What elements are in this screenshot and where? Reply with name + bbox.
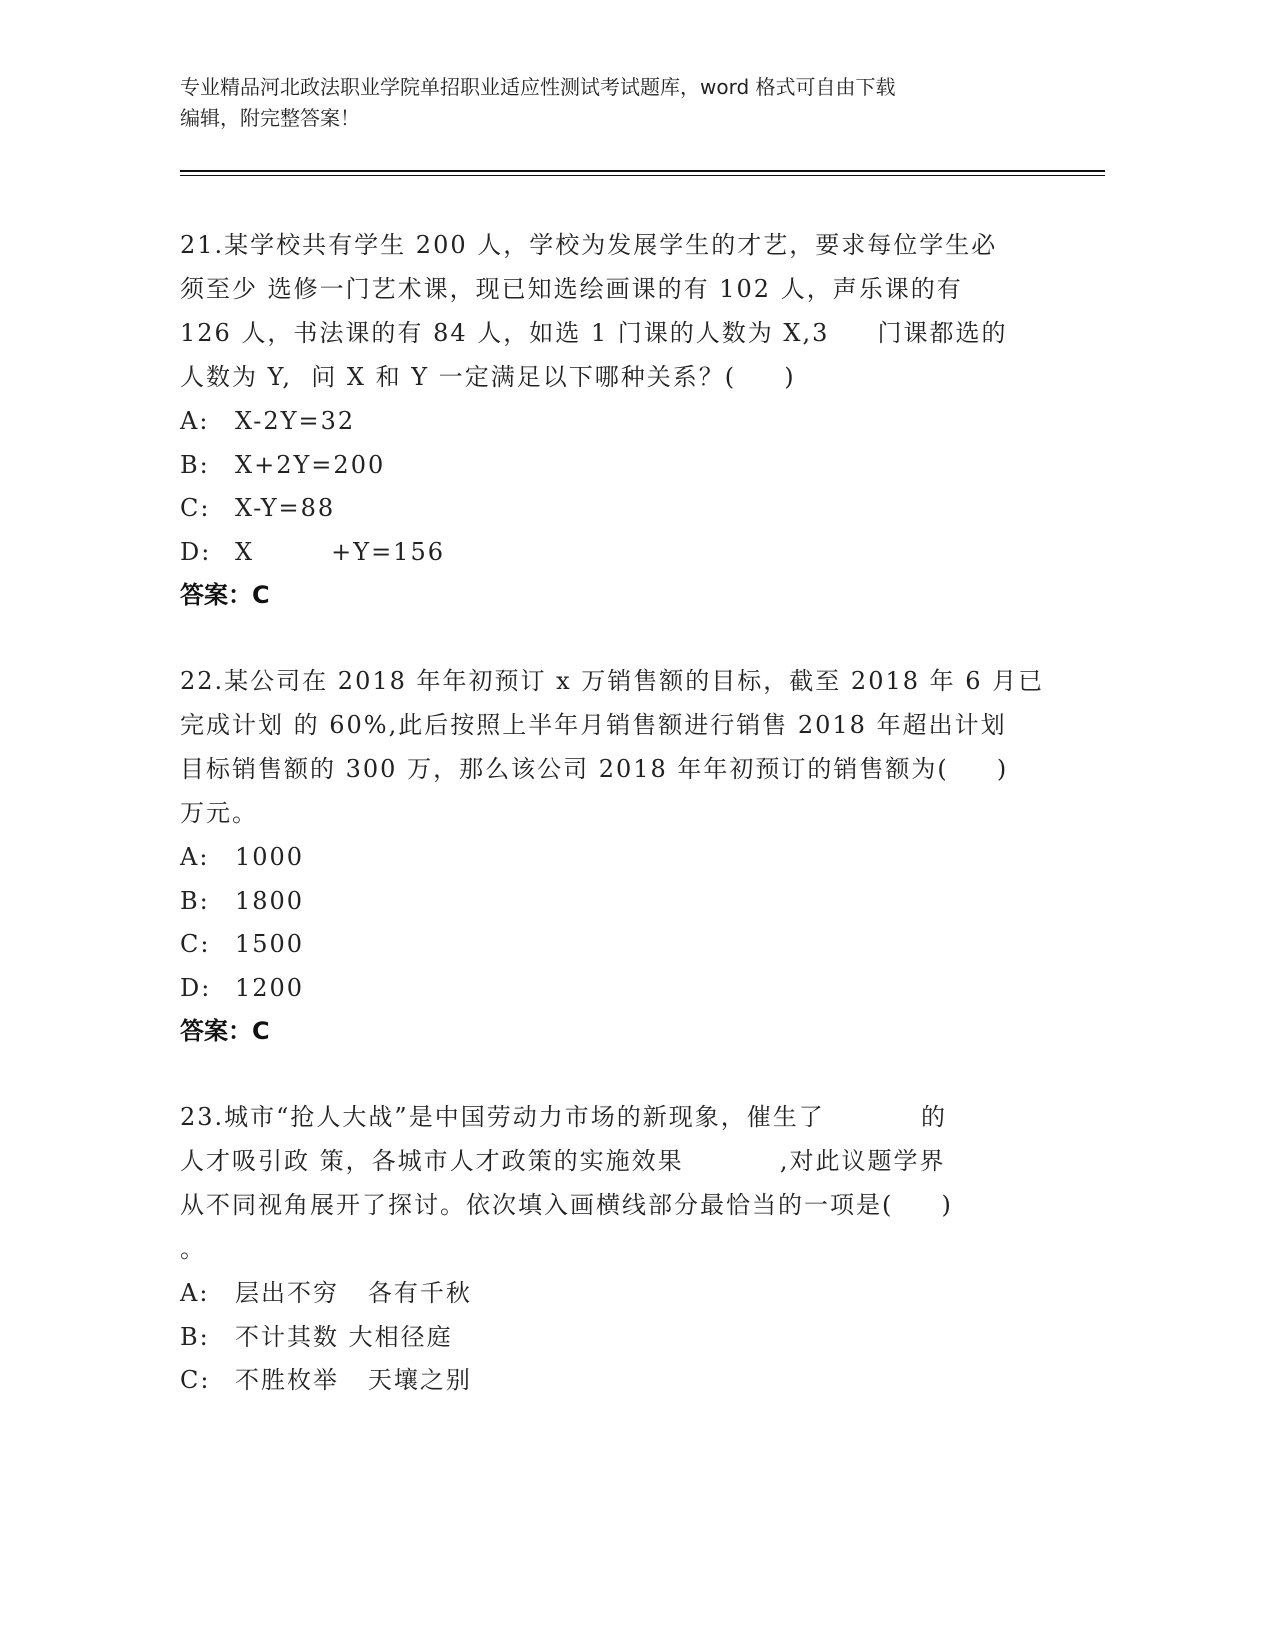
- option-label: C:: [180, 1366, 211, 1394]
- option-label: B:: [180, 450, 210, 479]
- option-value: 不胜枚举 天壤之别: [235, 1366, 472, 1394]
- option-value: 1500: [235, 930, 305, 958]
- question-stem-line: 人数为 Y, 问 X 和 Y 一定满足以下哪种关系？( ): [180, 363, 796, 391]
- option-label: A:: [180, 843, 210, 871]
- answer-line: 答案：C: [180, 1017, 270, 1045]
- option-value: 1200: [235, 973, 305, 1002]
- option-value: 1000: [235, 843, 305, 871]
- header-line: 专业精品河北政法职业学院单招职业适应性测试考试题库，word 格式可自由下载: [180, 75, 896, 99]
- option-value: 1800: [235, 886, 305, 915]
- option-label: B:: [180, 1322, 210, 1351]
- question-stem-line: 从不同视角展开了探讨。依次填入画横线部分最恰当的一项是( ): [180, 1191, 953, 1219]
- question-stem-line: 人才吸引政 策，各城市人才政策的实施效果 ,对此议题学界: [180, 1147, 946, 1175]
- header-divider: [180, 170, 1105, 172]
- option-label: A:: [180, 1279, 210, 1307]
- header-divider: [180, 175, 1105, 176]
- option-value: X+2Y=200: [235, 450, 386, 479]
- option-value: 不计其数 大相径庭: [235, 1322, 453, 1351]
- option-label: D:: [180, 537, 212, 566]
- question-stem-line: 目标销售额的 300 万，那么该公司 2018 年年初预订的销售额为( ): [180, 755, 1009, 783]
- option-label: D:: [180, 973, 212, 1002]
- question-stem-line: 21.某学校共有学生 200 人，学校为发展学生的才艺，要求每位学生必: [180, 231, 998, 259]
- question-stem-line: 完成计划 的 60%,此后按照上半年月销售额进行销售 2018 年超出计划: [180, 711, 1007, 739]
- option-value: 层出不穷 各有千秋: [235, 1279, 472, 1307]
- option-value: X +Y=156: [235, 537, 445, 566]
- option-label: B:: [180, 886, 210, 915]
- option-label: C:: [180, 494, 211, 522]
- question-stem-line: 23.城市“抢人大战”是中国劳动力市场的新现象，催生了 的: [180, 1103, 947, 1131]
- question-stem-line: 须至少 选修一门艺术课，现已知选绘画课的有 102 人，声乐课的有: [180, 275, 963, 303]
- answer-line: 答案：C: [180, 581, 270, 609]
- question-stem-line: 万元。: [180, 799, 258, 827]
- option-value: X-2Y=32: [235, 407, 356, 435]
- question-stem-line: 126 人，书法课的有 84 人，如选 1 门课的人数为 X,3 门课都选的: [180, 319, 1008, 347]
- header-line: 编辑，附完整答案！: [180, 106, 360, 130]
- option-label: C:: [180, 930, 211, 958]
- option-label: A:: [180, 407, 210, 435]
- question-stem-line: 。: [180, 1235, 206, 1263]
- option-value: X-Y=88: [235, 494, 336, 522]
- question-stem-line: 22.某公司在 2018 年年初预订 x 万销售额的目标，截至 2018 年 6 月已: [180, 667, 1045, 695]
